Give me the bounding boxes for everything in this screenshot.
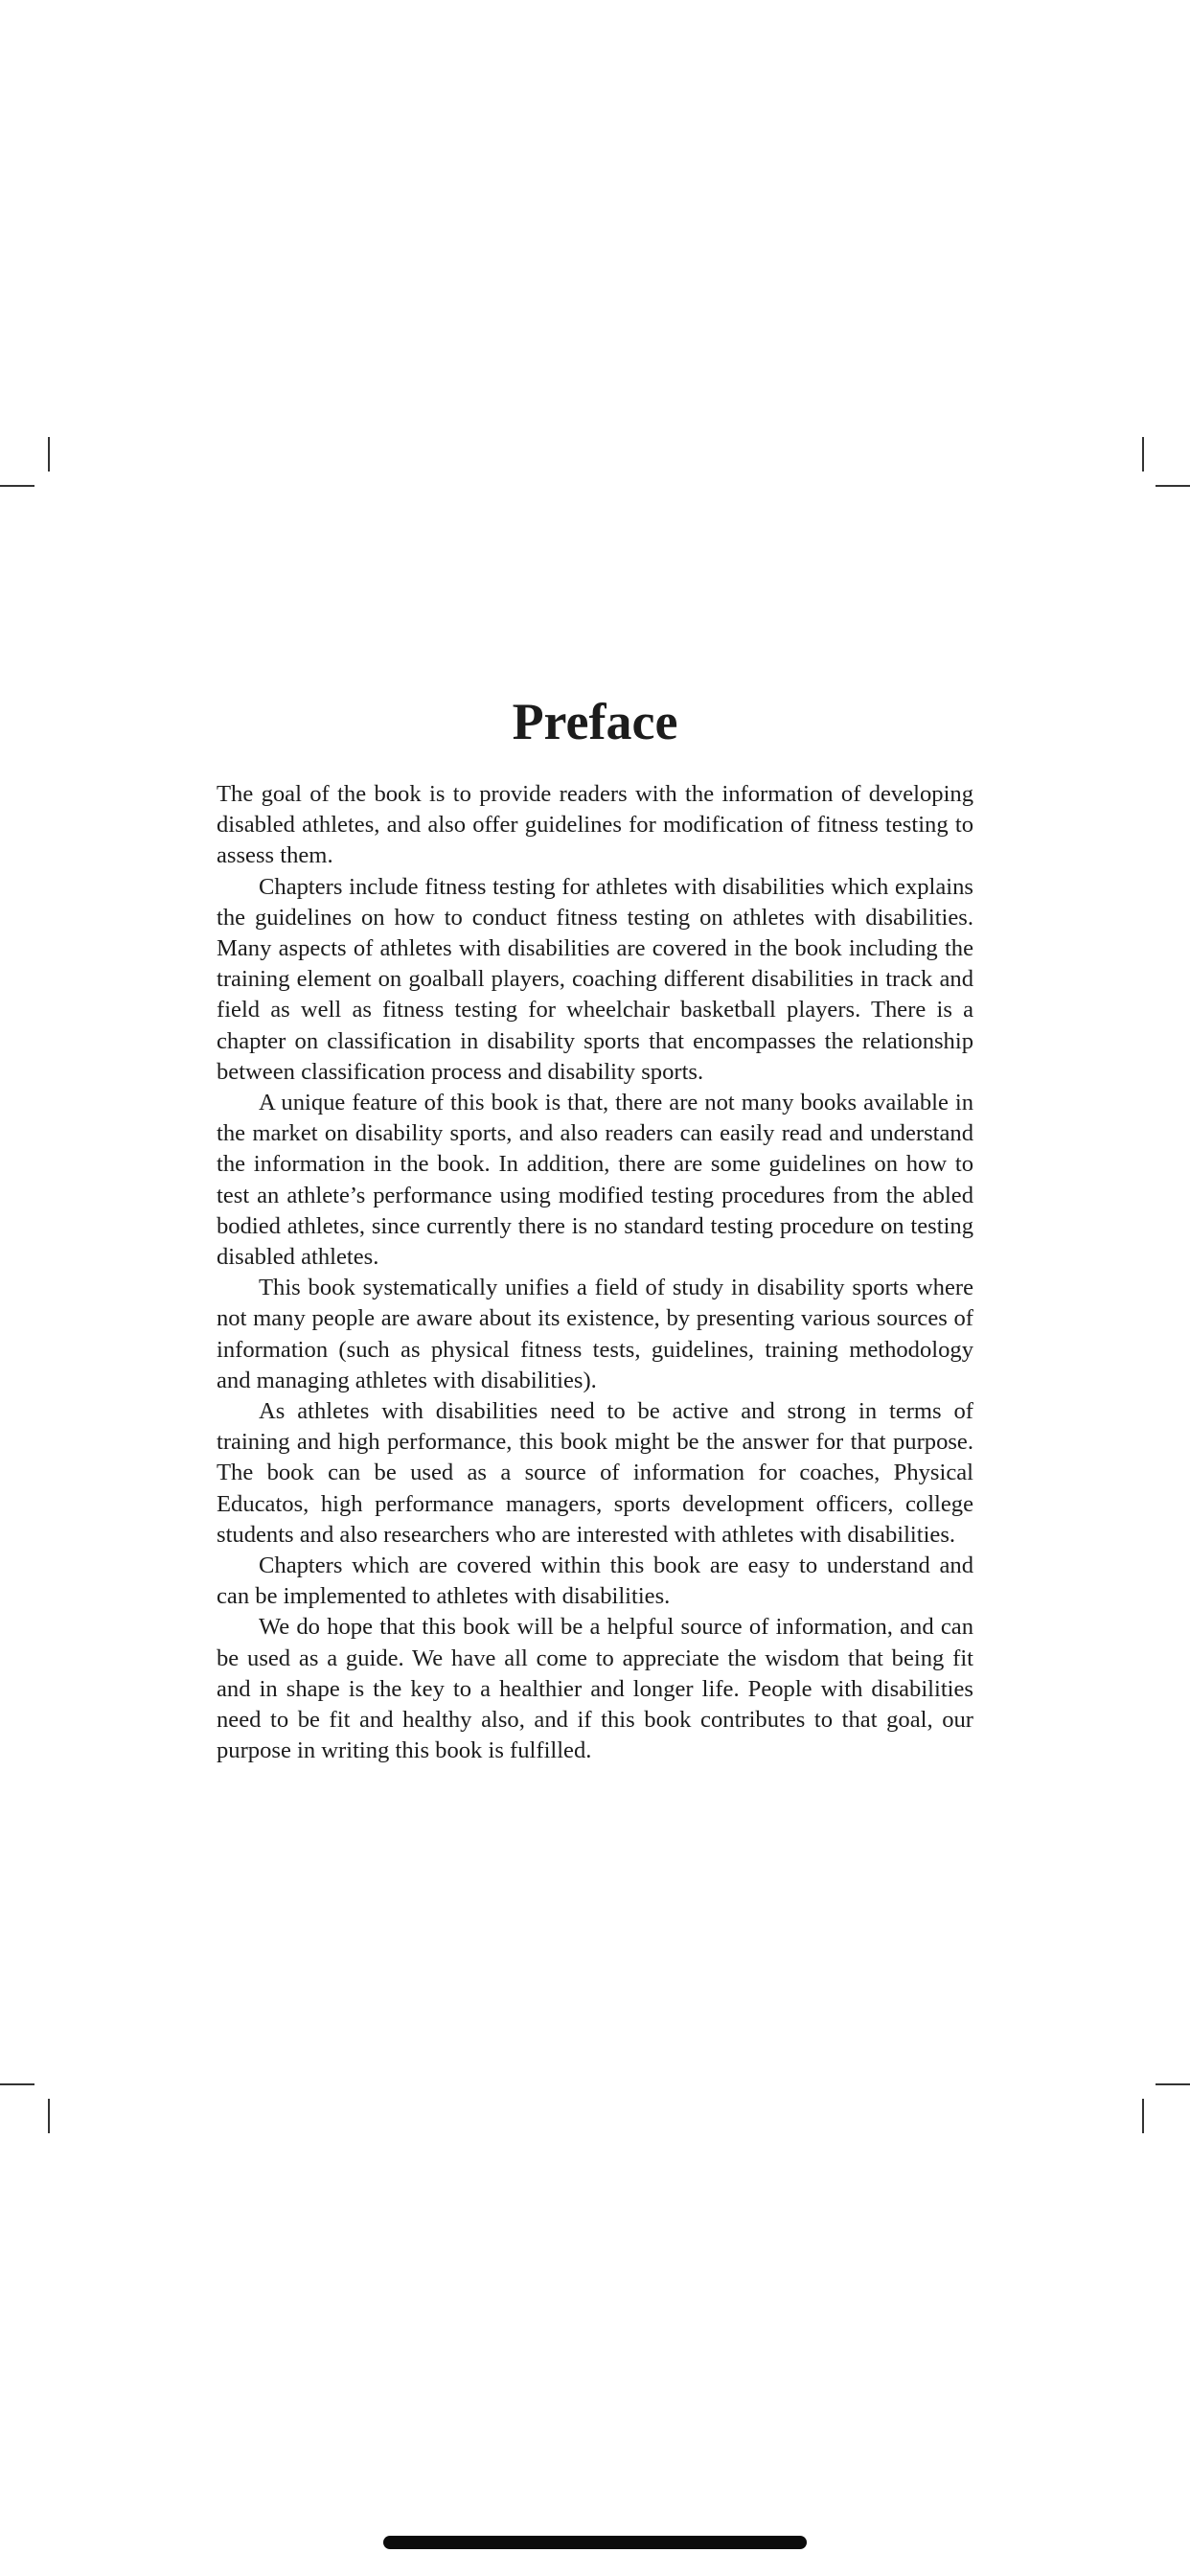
crop-mark-bottom-right-horizontal	[1156, 2083, 1190, 2085]
paragraph: A unique feature of this book is that, there are not many books available in the market on disability sports, and also readers can easily read and understand the information in the book. In addition, there are some guidelines on how to test an athlete’s performance using modified testing procedures from the abled bodied athletes, since currently there is no standard testing procedure on testing disabled athletes.	[217, 1090, 973, 1271]
crop-mark-top-left-horizontal	[0, 485, 34, 487]
crop-mark-top-left-vertical	[48, 437, 50, 472]
paragraph: Chapters include fitness testing for athletes with disabilities which explains the guidelines on how to conduct fitness testing on athletes with disabilities. Many aspects of athletes with disabilities are covered in the book including the training element on goalball players, coaching different disabilities in track and field as well as fitness testing for wheelchair basketball players. There is a chapter on classification in disability sports that encompasses the relationship between classification process and disability sports.	[217, 873, 973, 1085]
paragraph: As athletes with disabilities need to be active and strong in terms of training and high performance, this book might be the answer for that purpose. The book can be used as a source of information for coaches, Physical Educatos, high performance managers, sports development officers, college students and also researchers who are interested with athletes with disabilities.	[217, 1398, 973, 1548]
crop-mark-bottom-right-vertical	[1142, 2099, 1144, 2133]
crop-mark-bottom-left-vertical	[48, 2099, 50, 2133]
preface-body	[217, 779, 973, 1767]
crop-mark-top-right-vertical	[1142, 437, 1144, 472]
paragraph: Chapters which are covered within this book are easy to understand and can be implemented to athletes with disabilities.	[217, 1552, 973, 1610]
page-title: Preface	[512, 693, 678, 750]
crop-mark-top-right-horizontal	[1156, 485, 1190, 487]
paragraph: The goal of the book is to provide readers with the information of developing disabled athletes, and also offer guidelines for modification of fitness testing to assess them.	[217, 781, 973, 869]
paragraph: This book systematically unifies a field of study in disability sports where not many people are aware about its existence, by presenting various sources of information (such as physical fitness tests, guidelines, training methodology and managing athletes with disabilities).	[217, 1275, 973, 1393]
paragraph: We do hope that this book will be a helpful source of information, and can be used as a guide. We have all come to appreciate the wisdom that being fit and in shape is the key to a healthier and longer life. People with disabilities need to be fit and healthy also, and if this book contributes to that goal, our purpose in writing this book is fulfilled.	[217, 1614, 973, 1764]
home-indicator[interactable]	[383, 2536, 807, 2549]
crop-mark-bottom-left-horizontal	[0, 2083, 34, 2085]
